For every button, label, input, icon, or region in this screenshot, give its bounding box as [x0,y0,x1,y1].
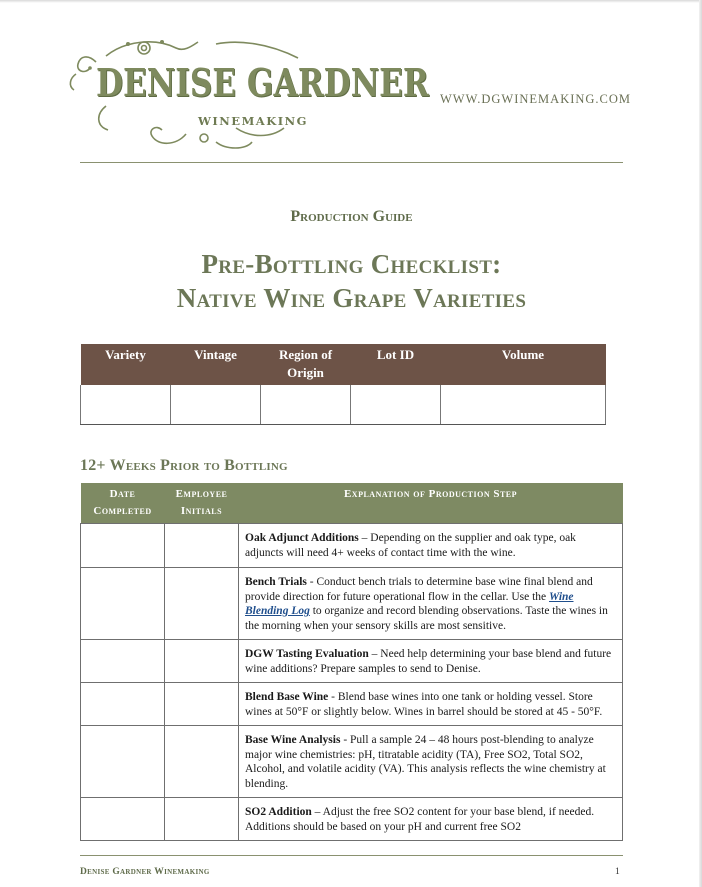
step-title: Blend Base Wine [245,691,329,703]
page-top-edge [0,0,702,3]
wine-info-header-row [81,344,606,385]
vintage-field[interactable] [171,385,261,425]
step-description [239,798,623,841]
step-separator: – [358,532,371,544]
column-header-vintage: Vintage [171,344,261,385]
employee-header-line-2: Initials [180,505,223,517]
logo-brand-name: DENISE GARDNER [96,60,429,105]
region-field[interactable] [261,385,351,425]
step-text: Adjust the free SO2 content for your base blend, if needed. Additions should be based on your pH and current free SO2 [245,806,595,833]
date-completed-field[interactable] [81,726,165,798]
employee-initials-field[interactable] [165,640,239,683]
column-header-region: Region of Origin [261,344,351,385]
wine-info-table [80,344,606,425]
step-separator: – [311,806,323,818]
step-text: Blend base wines into one tank or holding vessel. Store wines at 50°F or slightly below. Wines in barrel should be stored at 45 - 50°F. [245,691,603,718]
column-header-variety: Variety [81,344,171,385]
brand-logo [66,34,429,152]
step-text: Need help determining your base blend and future wine additions? Prepare samples to send to Denise. [245,648,612,675]
step-description [239,683,623,726]
employee-initials-field[interactable] [165,683,239,726]
date-header-line-2: Completed [93,505,152,517]
table-row [81,683,623,726]
volume-field[interactable] [441,385,606,425]
step-text: Conduct bench trials to determine base wine final blend and provide direction for future operational flow in the cellar. Use the [245,576,593,603]
logo-brand-sub: WINEMAKING [198,114,308,128]
wine-blending-log-link[interactable]: Wine Blending Log [245,590,574,617]
date-completed-field[interactable] [81,568,165,640]
page-number: 1 [615,867,620,877]
step-description [239,640,623,683]
step-separator: - [340,734,351,746]
date-completed-field[interactable] [81,683,165,726]
lot-id-field[interactable] [351,385,441,425]
section-heading: 12+ Weeks Prior to Bottling [80,457,288,474]
checklist-header-row [81,483,623,524]
column-header-employee-initials [165,483,239,524]
step-description [239,524,623,568]
employee-header-line-1: Employee [175,488,228,500]
table-row [81,568,623,640]
variety-field[interactable] [81,385,171,425]
employee-initials-field[interactable] [165,568,239,640]
step-separator: – [368,648,381,660]
column-header-explanation: Explanation of Production Step [239,483,623,524]
checklist-table [80,483,623,841]
step-title: Bench Trials [245,576,307,588]
step-description [239,726,623,798]
column-header-date-completed [81,483,165,524]
step-title: Base Wine Analysis [245,734,341,746]
column-header-volume: Volume [441,344,606,385]
step-separator: - [306,576,317,588]
table-row [81,726,623,798]
employee-initials-field[interactable] [165,798,239,841]
page-title-line-2: Native Wine Grape Varieties [176,283,527,313]
document-kicker: Production Guide [290,208,413,225]
step-title: Oak Adjunct Additions [245,532,359,544]
step-text: Pull a sample 24 – 48 hours post-blending to analyze major wine chemistries: pH, titratable acidity (TA), Free SO2, Total SO2, Alcohol, and volatile acidity (VA). This analysis reflects the wine chemistry at blending. [245,734,606,790]
date-completed-field[interactable] [81,798,165,841]
page-title-line-1: Pre-Bottling Checklist: [201,249,502,279]
date-completed-field[interactable] [81,524,165,568]
employee-initials-field[interactable] [165,726,239,798]
header-divider [80,162,623,163]
column-header-lot-id: Lot ID [351,344,441,385]
date-completed-field[interactable] [81,640,165,683]
step-text: to organize and record blending observations. Taste the wines in the morning when your sensory skills are most sensitive. [245,605,608,632]
table-row [81,798,623,841]
table-row [81,640,623,683]
website-link[interactable]: WWW.DGWINEMAKING.COM [440,92,632,106]
step-separator: - [328,691,338,703]
date-header-line-1: Date [109,488,136,500]
footer-brand: Denise Gardner Winemaking [80,867,210,877]
table-row [81,524,623,568]
footer-divider [80,855,623,856]
employee-initials-field[interactable] [165,524,239,568]
wine-info-entry-row [81,385,606,425]
step-title: SO2 Addition [245,806,312,818]
step-text: Depending on the supplier and oak type, oak adjuncts will need 4+ weeks of contact time with the wine. [245,532,576,559]
step-description [239,568,623,640]
step-title: DGW Tasting Evaluation [245,648,369,660]
